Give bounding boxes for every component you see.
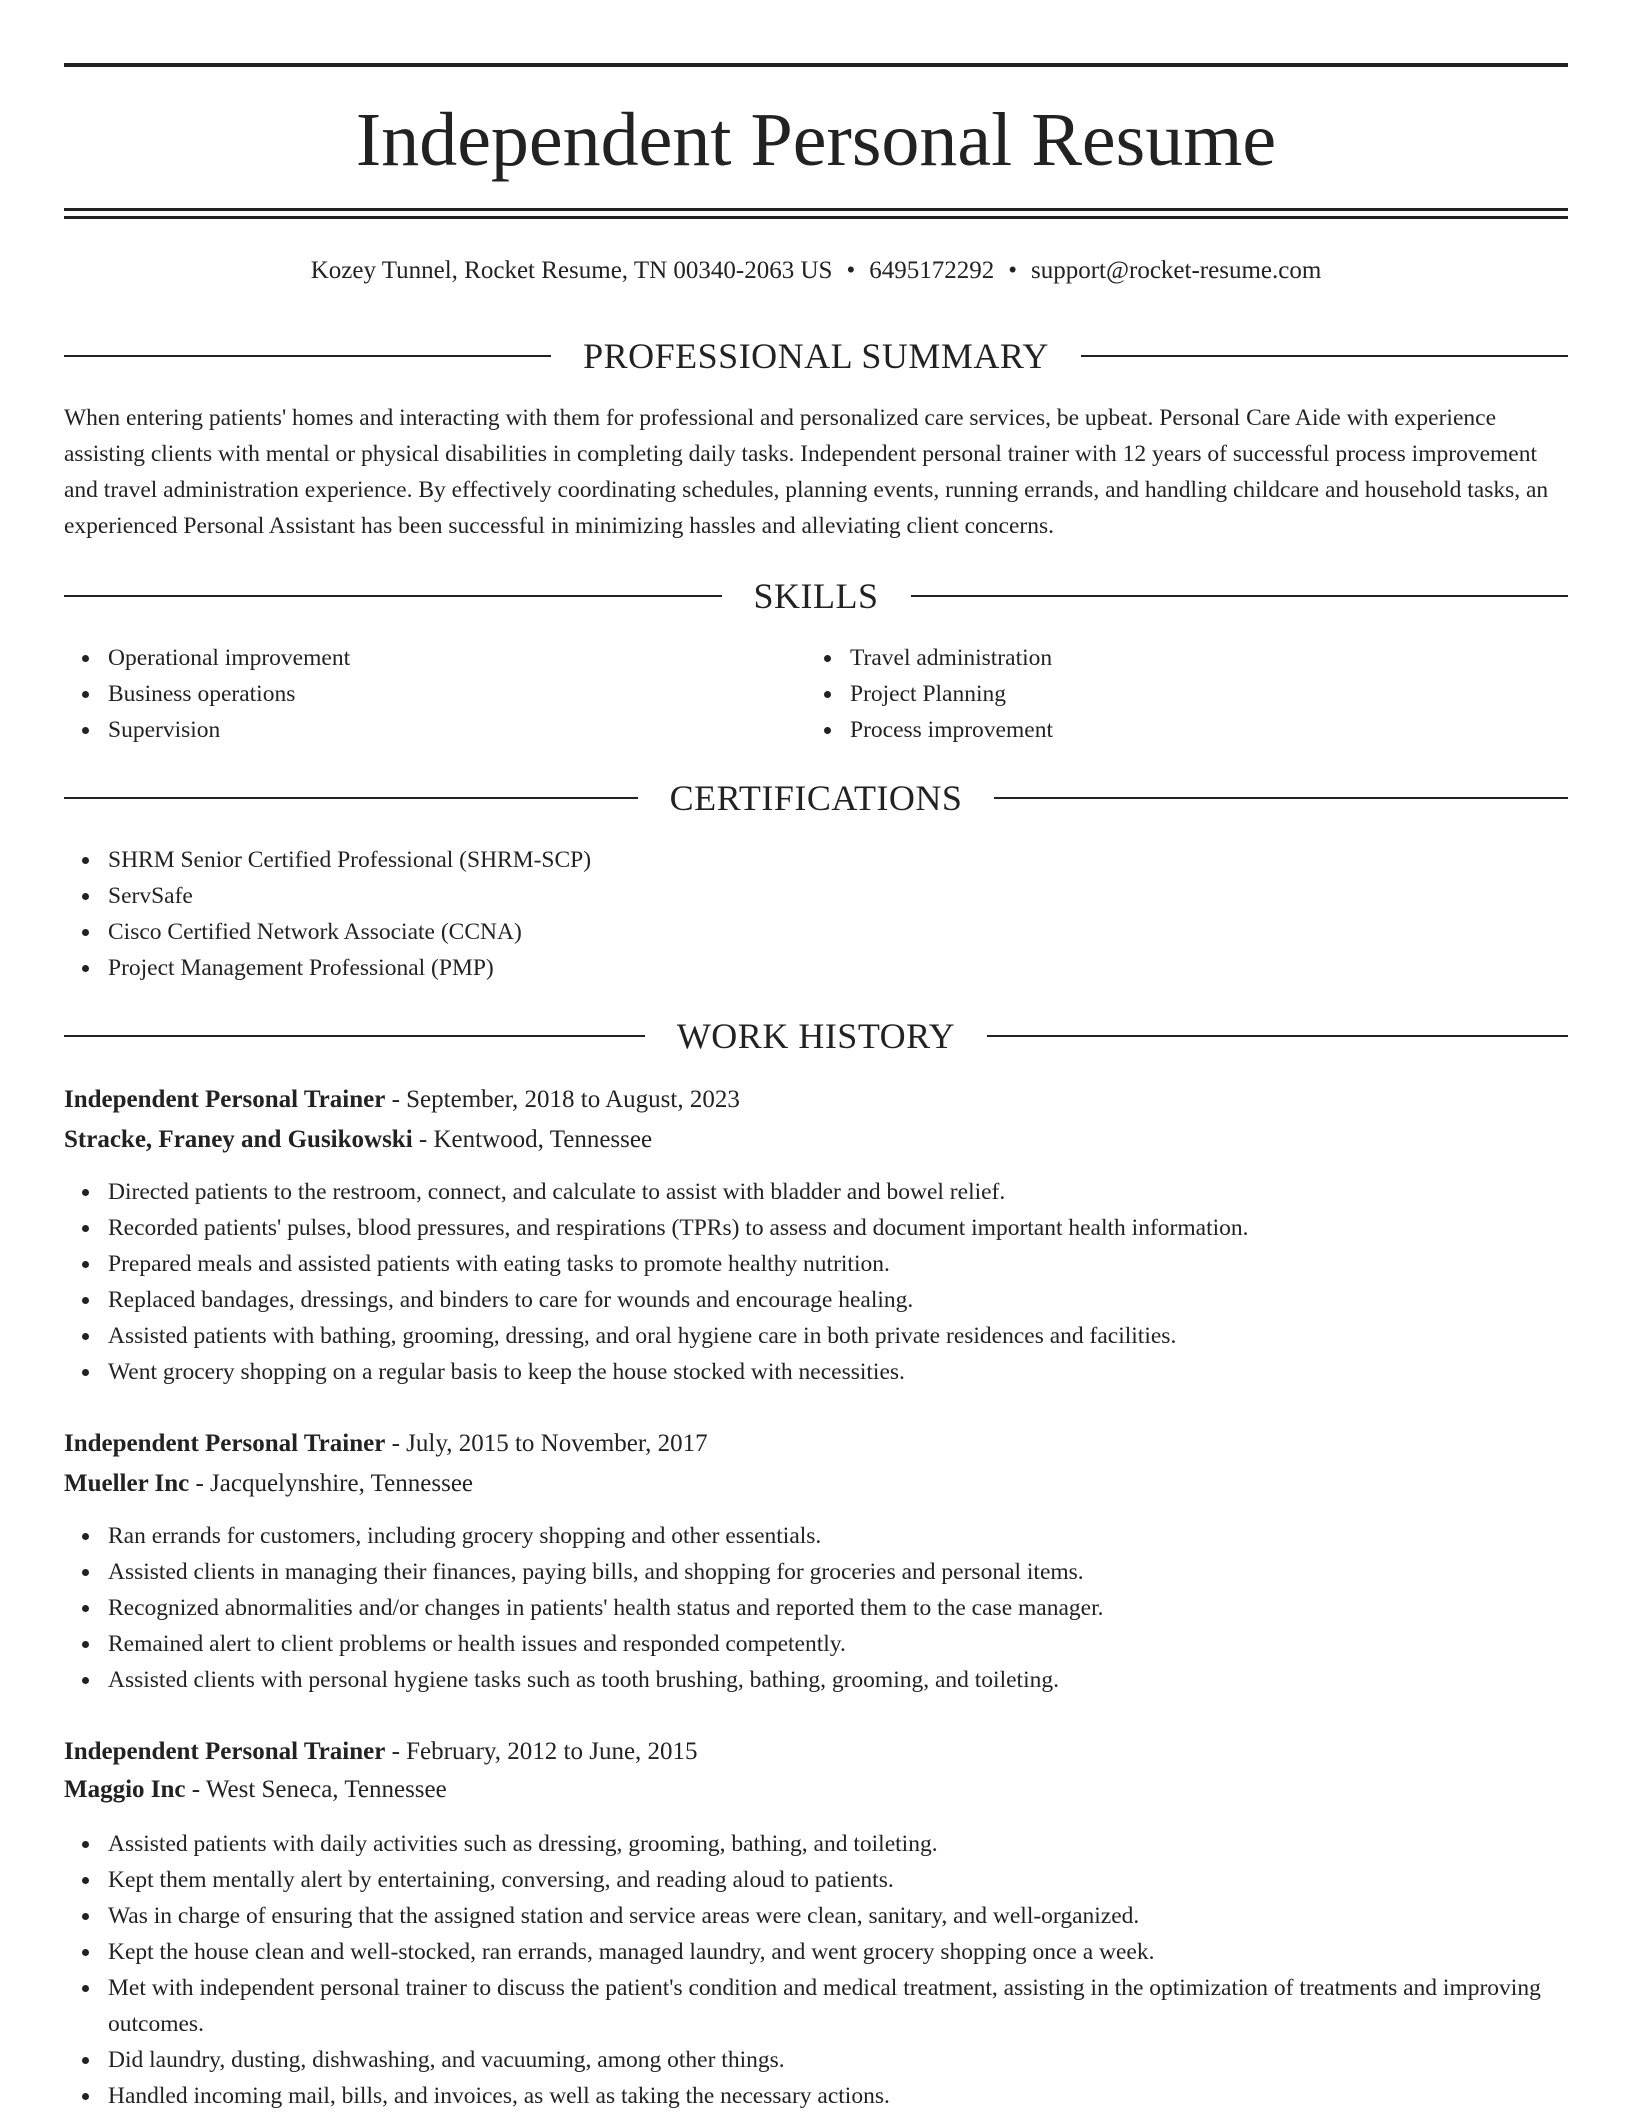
job-title: Independent Personal Trainer (64, 1430, 386, 1457)
job-bullet: Met with independent personal trainer to discuss the patient's condition and medical treatment, assisting in the optimization of treatments and improving outcomes. (108, 1970, 1568, 2042)
title-rule-lower (64, 216, 1568, 219)
section-title: CERTIFICATIONS (669, 778, 963, 818)
job-bullet: Assisted clients with personal hygiene tasks such as tooth brushing, bathing, grooming, and toileting. (108, 1662, 1568, 1698)
job-bullet: Went grocery shopping on a regular basis to keep the house stocked with necessities. (108, 1354, 1568, 1390)
heading-rule (994, 797, 1568, 799)
job-title-line (64, 1426, 708, 1462)
job-company-line (64, 1772, 447, 1808)
contact-line (64, 254, 1568, 288)
job-dates: - September, 2018 to August, 2023 (385, 1086, 740, 1113)
job-location: - Kentwood, Tennessee (412, 1126, 653, 1153)
job-company: Maggio Inc (64, 1776, 186, 1803)
contact-phone: 6495172292 (869, 257, 995, 284)
skill-item: Project Planning (850, 676, 1550, 712)
job-bullet: Assisted patients with daily activities such as dressing, grooming, bathing, and toileting. (108, 1826, 1568, 1862)
section-heading-certifications (64, 778, 1568, 818)
job-bullet: Assisted clients in managing their finances, paying bills, and shopping for groceries and personal items. (108, 1554, 1568, 1590)
heading-rule (911, 595, 1569, 597)
job-bullet: Prepared meals and assisted patients with eating tasks to promote healthy nutrition. (108, 1246, 1568, 1282)
contact-separator: • (846, 257, 856, 284)
contact-address: Kozey Tunnel, Rocket Resume, TN 00340-2063 US (310, 257, 833, 284)
title-rule-upper (64, 208, 1568, 211)
certification-item: ServSafe (108, 878, 1508, 914)
skill-item: Business operations (108, 676, 808, 712)
skill-item: Travel administration (850, 640, 1550, 676)
section-title: SKILLS (753, 576, 879, 616)
job-bullet: Remained alert to client problems or health issues and responded competently. (108, 1626, 1568, 1662)
job-bullet: Assisted patients with bathing, grooming, dressing, and oral hygiene care in both private residences and facilities. (108, 1318, 1568, 1354)
skill-item: Operational improvement (108, 640, 808, 676)
job-bullet: Recognized abnormalities and/or changes in patients' health status and reported them to the case manager. (108, 1590, 1568, 1626)
resume-title: Independent Personal Resume (355, 98, 1277, 182)
certifications-list (64, 842, 1508, 986)
job-company-line (64, 1466, 473, 1502)
job-bullets (64, 1174, 1568, 1390)
job-bullets (64, 1518, 1568, 1698)
job-bullet: Kept them mentally alert by entertaining, conversing, and reading aloud to patients. (108, 1862, 1568, 1898)
job-title-line (64, 1082, 740, 1118)
skills-list-right (806, 640, 1550, 748)
job-bullet: Replaced bandages, dressings, and binders to care for wounds and encourage healing. (108, 1282, 1568, 1318)
job-location: - West Seneca, Tennessee (185, 1776, 447, 1803)
job-bullet: Did laundry, dusting, dishwashing, and vacuuming, among other things. (108, 2042, 1568, 2078)
job-bullets (64, 1826, 1568, 2114)
section-title: PROFESSIONAL SUMMARY (583, 336, 1049, 376)
job-dates: - July, 2015 to November, 2017 (385, 1430, 708, 1457)
certification-item: SHRM Senior Certified Professional (SHRM-SCP) (108, 842, 1508, 878)
job-bullet: Was in charge of ensuring that the assigned station and service areas were clean, sanitary, and well-organized. (108, 1898, 1568, 1934)
heading-rule (64, 355, 551, 357)
job-location: - Jacquelynshire, Tennessee (189, 1470, 474, 1497)
job-bullet: Handled incoming mail, bills, and invoices, as well as taking the necessary actions. (108, 2078, 1568, 2114)
job-bullet: Kept the house clean and well-stocked, ran errands, managed laundry, and went grocery shopping once a week. (108, 1934, 1568, 1970)
skill-item: Process improvement (850, 712, 1550, 748)
summary-text: When entering patients' homes and interacting with them for professional and personalized care services, be upbeat. Personal Care Aide with experience assisting clients with mental or physical disabilities in completing daily tasks. Independent personal trainer with 12 years of successful process improvement and travel administration experience. By effectively coordinating schedules, planning events, running errands, and handling childcare and household tasks, an experienced Personal Assistant has been successful in minimizing hassles and alleviating client concerns. (64, 405, 1549, 539)
job-title-line (64, 1734, 698, 1770)
section-heading-skills (64, 576, 1568, 616)
contact-separator: • (1008, 257, 1017, 284)
job-company: Stracke, Franey and Gusikowski (64, 1126, 413, 1153)
job-bullet: Recorded patients' pulses, blood pressures, and respirations (TPRs) to assess and document important health information. (108, 1210, 1568, 1246)
heading-rule (64, 595, 722, 597)
job-company-line (64, 1122, 652, 1158)
job-bullet: Directed patients to the restroom, connect, and calculate to assist with bladder and bowel relief. (108, 1174, 1568, 1210)
section-heading-work-history (64, 1016, 1568, 1056)
contact-email[interactable]: support@rocket-resume.com (1030, 257, 1322, 284)
job-title: Independent Personal Trainer (64, 1738, 386, 1765)
heading-rule (987, 1035, 1568, 1037)
job-company: Mueller Inc (64, 1470, 190, 1497)
heading-rule (1081, 355, 1568, 357)
top-rule (64, 63, 1568, 67)
job-dates: - February, 2012 to June, 2015 (385, 1738, 698, 1765)
skill-item: Supervision (108, 712, 808, 748)
heading-rule (64, 1035, 645, 1037)
job-bullet: Ran errands for customers, including grocery shopping and other essentials. (108, 1518, 1568, 1554)
certification-item: Project Management Professional (PMP) (108, 950, 1508, 986)
certification-item: Cisco Certified Network Associate (CCNA) (108, 914, 1508, 950)
section-heading-summary (64, 336, 1568, 376)
skills-list-left (64, 640, 808, 748)
heading-rule (64, 797, 638, 799)
job-title: Independent Personal Trainer (64, 1086, 386, 1113)
section-title: WORK HISTORY (676, 1016, 956, 1056)
